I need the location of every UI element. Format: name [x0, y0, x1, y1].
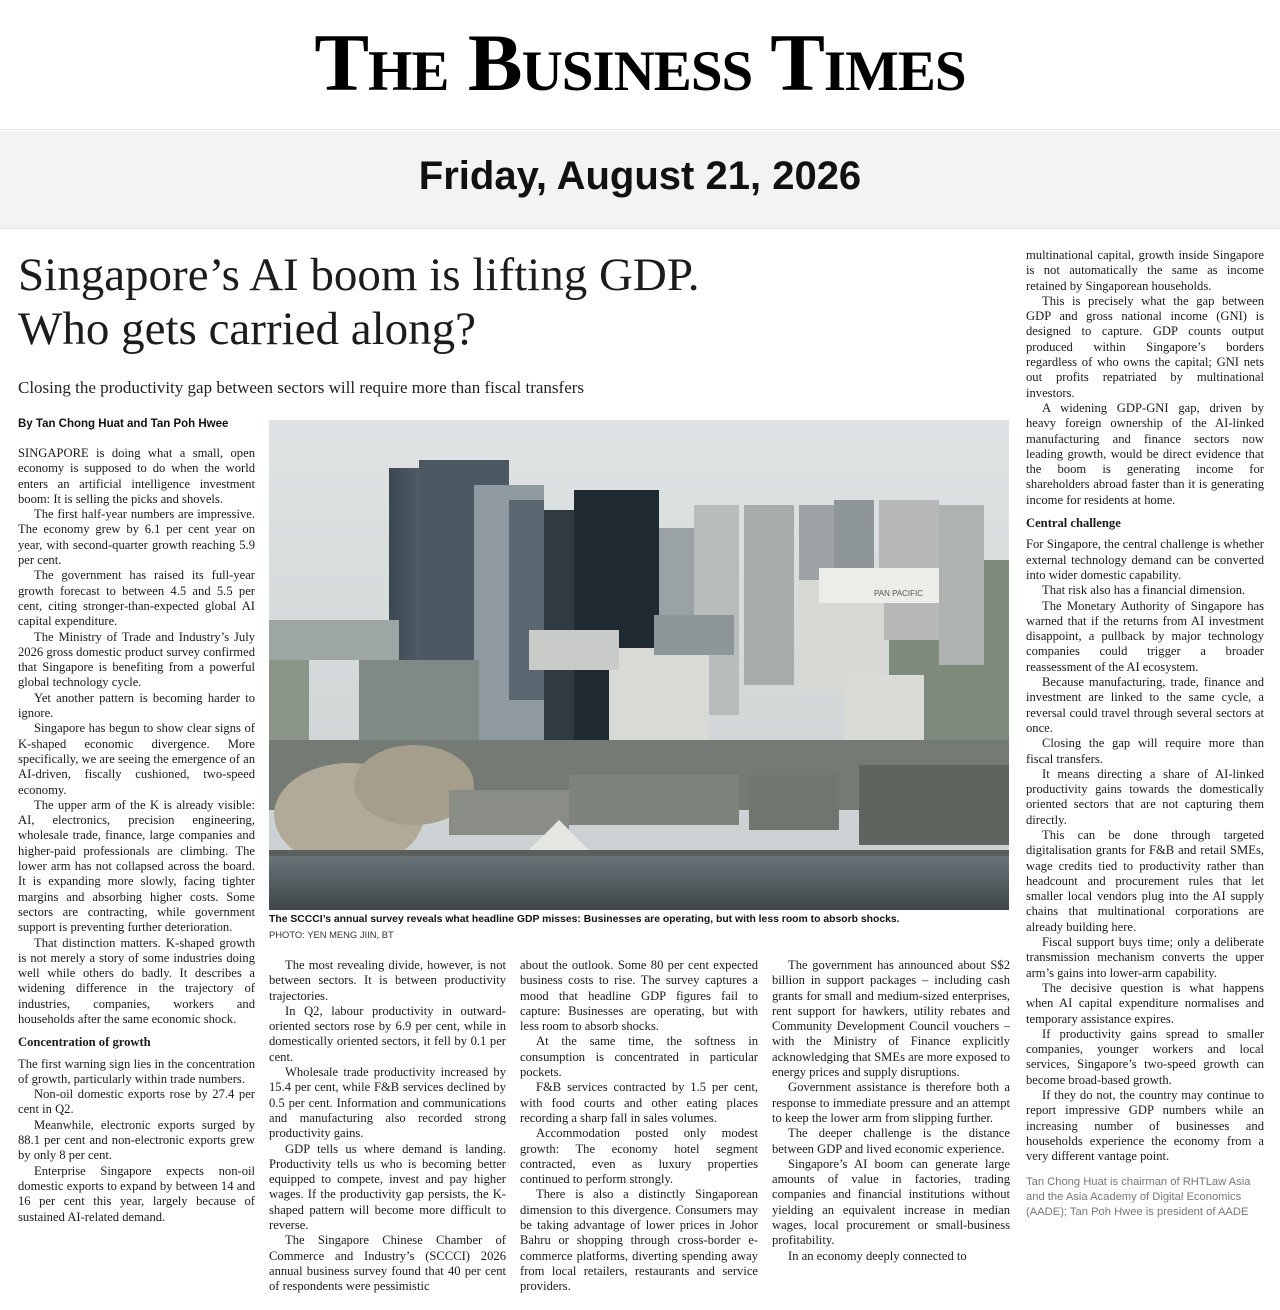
paragraph: multinational capital, growth inside Singapore is not automatically the same as income retained by Singaporean households. — [1026, 248, 1264, 293]
paragraph: The government has raised its full-year growth forecast to between 4.5 and 5.5 per cent, citing stronger-than-expected global AI capital expenditure. — [18, 568, 255, 629]
article-photo — [269, 420, 1009, 910]
paragraph: Government assistance is therefore both a response to immediate pressure and an attempt to keep the lower arm from slipping further. — [772, 1080, 1010, 1125]
paragraph: For Singapore, the central challenge is whether external technology demand can be converted into wider domestic capability. — [1026, 537, 1264, 582]
paragraph: It means directing a share of AI-linked productivity gains towards the domestically oriented sectors that are not capturing them directly. — [1026, 766, 1264, 827]
photo-caption: The SCCCI’s annual survey reveals what headline GDP misses: Businesses are operating, but with less room to absorb shocks. — [269, 914, 900, 925]
paragraph: Yet another pattern is becoming harder to ignore. — [18, 690, 255, 721]
paragraph: Non-oil domestic exports rose by 27.4 per cent in Q2. — [18, 1087, 255, 1117]
paragraph: The first warning sign lies in the concentration of growth, particularly within trade numbers. — [18, 1056, 255, 1086]
section-heading: Central challenge — [1026, 516, 1121, 531]
paragraph: If they do not, the country may continue to report impressive GDP numbers while an increasing number of businesses and households experience the economy from a very different vantage point. — [1026, 1088, 1264, 1164]
masthead — [0, 0, 1280, 130]
paragraph: Enterprise Singapore expects non-oil domestic exports to expand by between 14 and 16 per cent this year, largely because of sustained AI-related demand. — [18, 1163, 255, 1224]
paragraph: Singapore’s AI boom can generate large amounts of value in factories, trading companies and financial institutions without yielding an equivalent increase in median wages, local procurement or small-business profitability. — [772, 1156, 1010, 1248]
headline-line-2: Who gets carried along? — [18, 303, 477, 355]
paragraph: There is also a distinctly Singaporean dimension to this divergence. Consumers may be taking advantage of lower prices in Johor Bahru or shopping through cross-border e-commerce platforms, diverting spending away from local retailers, restaurants and service providers. — [520, 1187, 758, 1294]
paragraph: At the same time, the softness in consumption is concentrated in particular pockets. — [520, 1034, 758, 1080]
paragraph: Wholesale trade productivity increased by 15.4 per cent, while F&B services declined by 0.5 per cent. Information and communications and manufacturing also recorded strong productivity gains. — [269, 1065, 506, 1141]
paragraph: about the outlook. Some 80 per cent expected business costs to rise. The survey captures a mood that headline GDP figures fail to capture: Businesses are operating, but with less room to absorb shocks. — [520, 958, 758, 1034]
paragraph: GDP tells us where demand is landing. Productivity tells us who is becoming better equipped to compete, invest and pay higher wages. If the productivity gap persists, the K-shaped pattern will become more difficult to reverse. — [269, 1141, 506, 1233]
paragraph: That distinction matters. K-shaped growth is not merely a story of some industries doing well while others do badly. It describes a widening difference in the trajectory of industries, companies, workers and households after the same economic shock. — [18, 935, 255, 1026]
paragraph: Fiscal support buys time; only a deliberate transmission mechanism converts the upper arm’s gains into lower-arm capability. — [1026, 935, 1264, 980]
paragraph: F&B services contracted by 1.5 per cent, with food courts and other eating places recording a sharp fall in sales volumes. — [520, 1080, 758, 1125]
paragraph: The Ministry of Trade and Industry’s July 2026 gross domestic product survey confirmed that Singapore is benefiting from a powerful global technology cycle. — [18, 629, 255, 690]
article-deck: Closing the productivity gap between sectors will require more than fiscal transfers — [18, 378, 585, 397]
paragraph: The Singapore Chinese Chamber of Commerce and Industry’s (SCCCI) 2026 annual business survey found that 40 per cent of respondents were pessimistic — [269, 1233, 506, 1294]
paragraph: The upper arm of the K is already visible: AI, electronics, precision engineering, wholesale trade, finance, large companies and higher-paid professionals are climbing. The lower arm has not collapsed across the board. It is expanding more slowly, facing tighter margins and absorbing higher costs. Some sectors are contracting, while government support is preventing further deterioration. — [18, 797, 255, 935]
paragraph: That risk also has a financial dimension. — [1042, 583, 1246, 598]
paragraph: This is precisely what the gap between GDP and gross national income (GNI) is designed to capture. GDP counts output produced within Singapore’s borders regardless of who owns the capital; GNI nets out profits repatriated by multinational investors. — [1026, 293, 1264, 400]
paragraph: Closing the gap will require more than fiscal transfers. — [1026, 736, 1264, 766]
paragraph: In Q2, labour productivity in outward-oriented sectors rose by 6.9 per cent, while in domestically oriented sectors, it fell by 0.1 per cent. — [269, 1003, 506, 1064]
publication-date: Friday, August 21, 2026 — [418, 154, 862, 198]
article-column-2 — [269, 958, 506, 1302]
photo-credit: PHOTO: YEN MENG JIIN, BT — [269, 929, 394, 940]
article-column-4 — [772, 958, 1010, 1302]
paragraph: Meanwhile, electronic exports surged by 88.1 per cent and non-electronic exports grew by only 8 per cent. — [18, 1117, 255, 1163]
masthead-title[interactable]: The Business Times — [314, 17, 966, 108]
hotel-sign: PAN PACIFIC — [874, 589, 924, 598]
article-headline — [18, 248, 1008, 356]
skyline-photo-illustration — [269, 420, 1009, 910]
paragraph: SINGAPORE is doing what a small, open economy is supposed to do when the world enters an artificial intelligence investment boom: It is selling the picks and shovels. — [18, 446, 255, 506]
paragraph: The most revealing divide, however, is not between sectors. It is between productivity trajectories. — [269, 958, 506, 1003]
section-heading: Concentration of growth — [18, 1035, 151, 1050]
paragraph: The government has announced about S$2 billion in support packages – including cash grants for small and medium-sized enterprises, rent support for hawkers, utility rebates and Community Development Council vouchers – with the Ministry of Finance explicitly acknowledging that SMEs are more exposed to energy prices and supply disruptions. — [772, 958, 1010, 1080]
paragraph: This can be done through targeted digitalisation grants for F&B and retail SMEs, wage credits tied to productivity rather than headcount and procurement rules that let smaller local vendors plug into the AI supply chains that multinational corporations are already building here. — [1026, 827, 1264, 934]
paragraph: The decisive question is what happens when AI capital expenditure normalises and temporary assistance expires. — [1026, 980, 1264, 1026]
author-bio: Tan Chong Huat is chairman of RHTLaw Asia and the Asia Academy of Digital Economics (AADE); Tan Poh Hwee is president of AADE — [1026, 1175, 1251, 1218]
paragraph: Because manufacturing, trade, finance and investment are linked to the same cycle, a reversal could travel through several sectors at once. — [1026, 675, 1264, 735]
paragraph: Accommodation posted only modest growth: The economy hotel segment contracted, even as luxury properties continued to perform strongly. — [520, 1126, 758, 1187]
article-byline: By Tan Chong Huat and Tan Poh Hwee — [18, 418, 229, 430]
paragraph: If productivity gains spread to smaller companies, younger workers and local services, Singapore’s two-speed growth can become broad-based growth. — [1026, 1026, 1264, 1087]
paragraph: The Monetary Authority of Singapore has warned that if the returns from AI investment disappoint, a pullback by major technology companies could trigger a broader reassessment of the AI ecosystem. — [1026, 598, 1264, 674]
paragraph: The first half-year numbers are impressive. The economy grew by 6.1 per cent year on year, with second-quarter growth reaching 5.9 per cent. — [18, 507, 255, 568]
paragraph: In an economy deeply connected to — [788, 1248, 967, 1263]
paragraph: A widening GDP-GNI gap, driven by heavy foreign ownership of the AI-linked manufacturing and finance sectors now leading growth, would be direct evidence that the boom is generating income for shareholders abroad faster than it is generating income for residents at home. — [1026, 400, 1264, 507]
headline-line-1: Singapore’s AI boom is lifting GDP. — [18, 249, 700, 301]
article-column-3 — [520, 958, 758, 1302]
article-column-5 — [1026, 248, 1264, 1306]
paragraph: The deeper challenge is the distance between GDP and lived economic experience. — [772, 1126, 1010, 1156]
paragraph: Singapore has begun to show clear signs of K-shaped economic divergence. More specifically, we are seeing the emergence of an AI-driven, fiscally cushioned, two-speed economy. — [18, 721, 255, 797]
article-column-1 — [18, 446, 255, 1302]
